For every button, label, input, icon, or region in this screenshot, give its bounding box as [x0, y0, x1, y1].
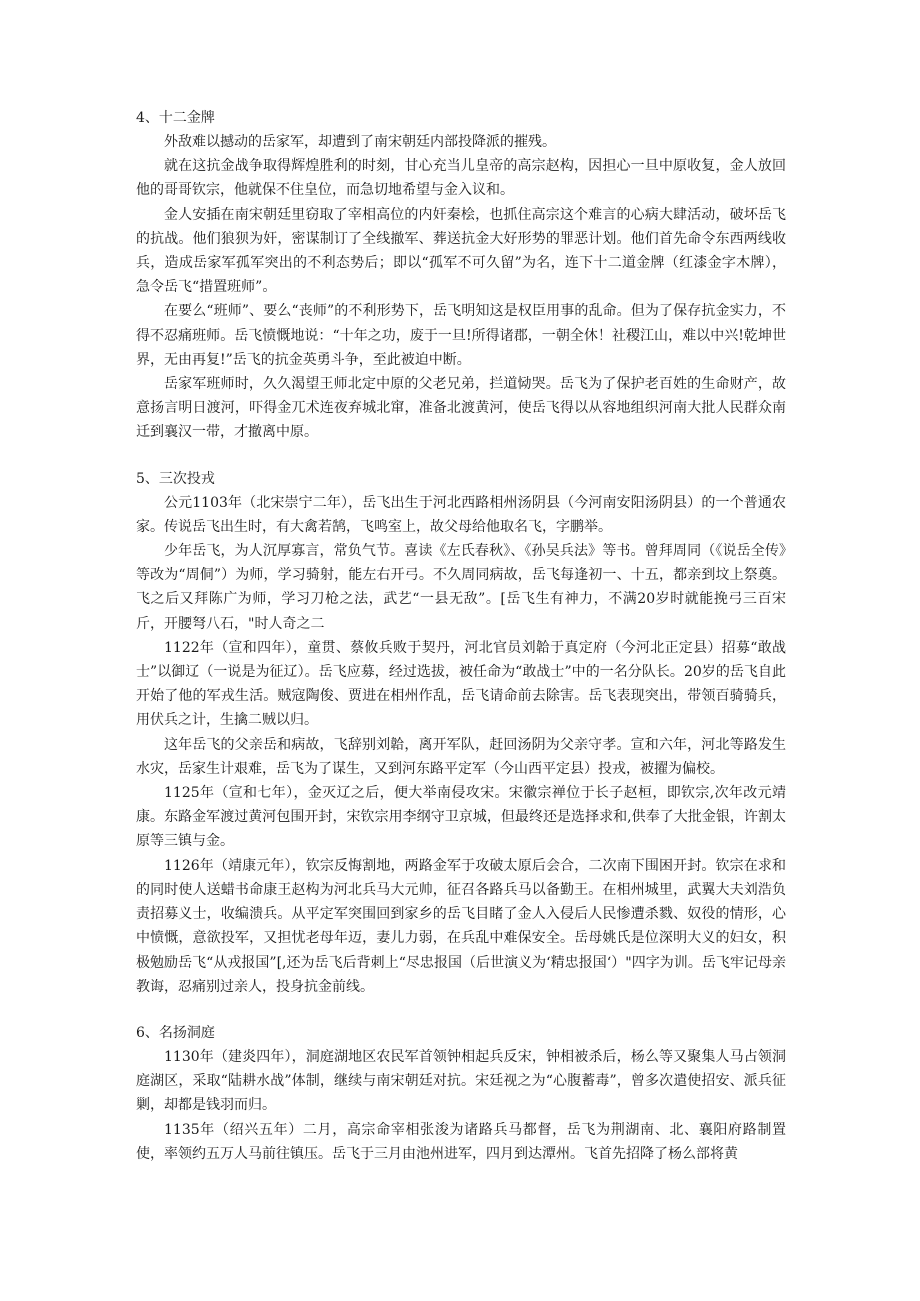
section-gap — [136, 999, 786, 1021]
paragraph: 这年岳飞的父亲岳和病故，飞辞别刘韐，离开军队，赶回汤阴为父亲守孝。宣和六年，河北等路发生水灾，岳家生计艰难，岳飞为了谋生，又到河东路平定军（今山西平定县）投戎，被擢为偏校。 — [136, 736, 786, 777]
paragraph: 1135年（绍兴五年）二月，高宗命宰相张浚为诸路兵马都督，岳飞为荆湖南、北、襄阳府路制置使，率领约五万人马前往镇压。岳飞于三月由池州进军，四月到达潭州。飞首先招降了杨么部将黄 — [136, 1121, 786, 1162]
paragraph: 少年岳飞，为人沉厚寡言，常负气节。喜读《左氏春秋》、《孙吴兵法》等书。曾拜周同（《说岳全传》等改为“周侗”）为师，学习骑射，能左右开弓。不久周同病故，岳飞每逢初一、十五，都亲到坟上祭奠。飞之后又拜陈广为师，学习刀枪之法，武艺“一县无敌”。[岳飞生有神力，不满20岁时就能挽弓三百宋斤，开腰弩八石，"时人奇之二 — [136, 543, 786, 632]
paragraph: 1122年（宣和四年），童贯、蔡攸兵败于契丹，河北官员刘韐于真定府（今河北正定县）招募“敢战士”以御辽（一说是为征辽）。岳飞应募，经过选拔，被任命为“敢战士”中的一名分队长。20岁的岳飞自此开始了他的军戎生活。贼寇陶俊、贾进在相州作乱，岳飞请命前去除害。岳飞表现突出，带领百骑骑兵，用伏兵之计，生擒二贼以归。 — [136, 639, 786, 729]
paragraph: 外敌难以撼动的岳家军，却遭到了南宋朝廷内部投降派的摧残。 — [164, 134, 556, 150]
paragraph: 就在这抗金战争取得辉煌胜利的时刻，甘心充当儿皇帝的高宗赵构，因担心一旦中原收复，金人放回他的哥哥钦宗，他就保不住皇位，而急切地希望与金入议和。 — [136, 158, 786, 199]
paragraph: 在要么“班师”、要么“丧师”的不利形势下，岳飞明知这是权臣用事的乱命。但为了保存抗金实力，不得不忍痛班师。岳飞愤慨地说：“十年之功，废于一旦!所得诸郡，一朝全休！社稷江山，难以中兴!乾坤世界，无由再复!”岳飞的抗金英勇斗争，至此被迫中断。 — [136, 303, 786, 368]
section-title: 4、十二金牌 — [136, 110, 215, 126]
paragraph: 1126年（靖康元年），钦宗反悔割地，两路金军于攻破太原后会合，二次南下围困开封。钦宗在求和的同时使人送蜡书命康王赵构为河北兵马大元帅，征召各路兵马以备勤王。在相州城里，武翼大夫刘浩负责招募义士，收编溃兵。从平定军突围回到家乡的岳飞目睹了金人入侵后人民惨遭杀戮、奴役的情形，心中愤慨，意欲投军，又担忧老母年迈，妻儿力弱，在兵乱中难保安全。岳母姚氏是位深明大义的妇女，积极勉励岳飞“从戎报国”[,还为岳飞后背刺上“尽忠报国（后世演义为‘精忠报国‘）"四字为训。岳飞牢记母亲教诲，忍痛别过亲人，投身抗金前线。 — [136, 857, 786, 995]
section-title: 6、名扬洞庭 — [136, 1024, 215, 1041]
section-fame-dongting — [136, 1021, 786, 1166]
paragraph: 岳家军班师时，久久渴望王师北定中原的父老兄弟，拦道恸哭。岳飞为了保护老百姓的生命财产，故意扬言明日渡河，吓得金兀术连夜弃城北窜，准备北渡黄河，使岳飞得以从容地组织河南大批人民群众南迁到襄汉一带，才撤离中原。 — [136, 376, 786, 441]
section-gap — [136, 445, 786, 467]
paragraph: 1130年（建炎四年），洞庭湖地区农民军首领钟相起兵反宋，钟相被杀后，杨么等又聚集人马占领洞庭湖区，采取“陆耕水战”体制，继续与南宋朝廷对抗。宋廷视之为“心腹蓄毒”，曾多次遣使招安、派兵征剿，却都是钱羽而归。 — [136, 1048, 786, 1114]
section-three-enlistments — [136, 467, 786, 999]
paragraph: 公元1103年（北宋崇宁二年），岳飞出生于河北西路相州汤阴县（今河南安阳汤阴县）的一个普通农家。传说岳飞出生时，有大禽若鹄，飞鸣室上，故父母给他取名飞，字鹏举。 — [136, 494, 786, 535]
section-twelve-gold-medals — [136, 106, 786, 445]
section-title: 5、三次投戎 — [136, 470, 215, 487]
document-body — [136, 106, 786, 1166]
paragraph: 金人安插在南宋朝廷里窃取了宰相高位的内奸秦桧，也抓住高宗这个难言的心病大肆活动，破坏岳飞的抗战。他们狼狈为奸，密谋制订了全线撤军、葬送抗金大好形势的罪恶计划。他们首先命令东西两线收兵，造成岳家军孤军突出的不利态势后；即以“孤军不可久留”为名，连下十二道金牌（红漆金字木牌），急令岳飞“措置班师”。 — [136, 206, 786, 296]
paragraph: 1125年（宣和七年），金灭辽之后，便大举南侵攻宋。宋徽宗禅位于长子赵桓，即钦宗,次年改元靖康。东路金军渡过黄河包围开封，宋钦宗用李纲守卫京城，但最终还是选择求和,供奉了大批金银，许割太原等三镇与金。 — [136, 785, 786, 850]
